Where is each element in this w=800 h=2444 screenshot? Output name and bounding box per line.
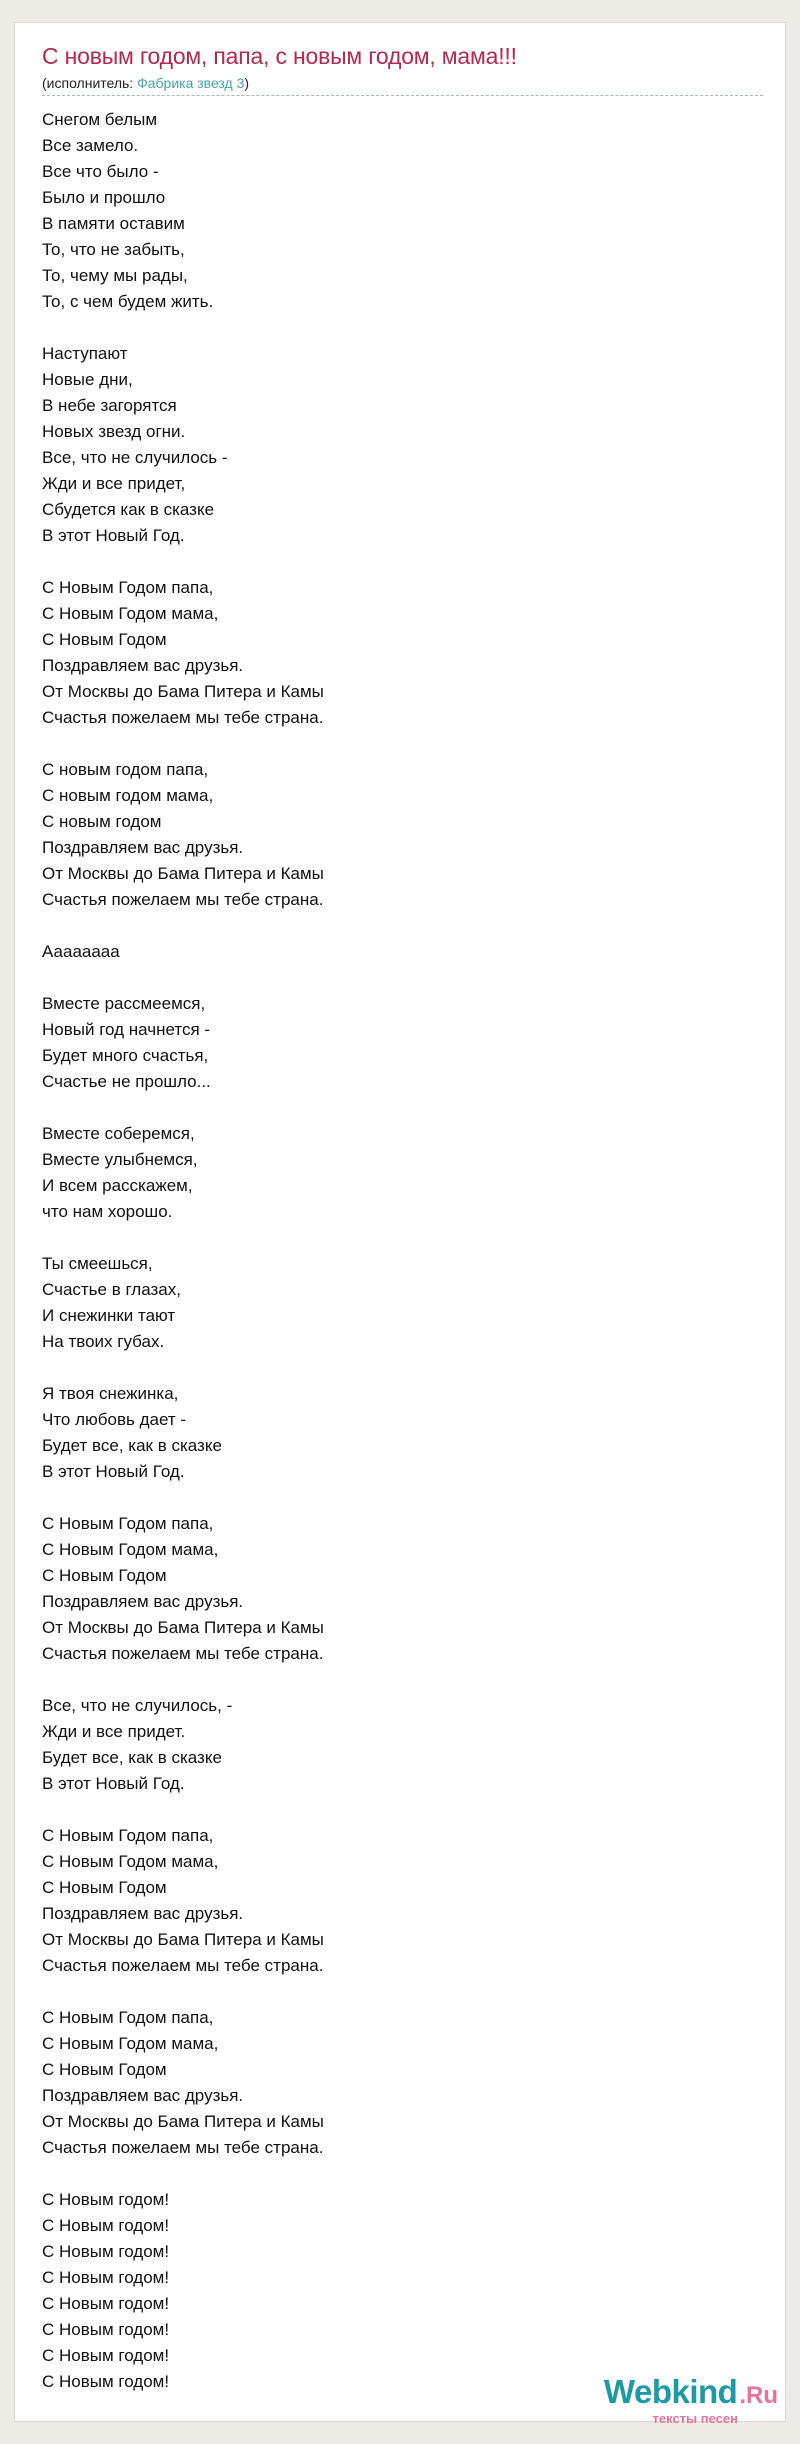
lyric-line: Счастья пожелаем мы тебе страна. [42,1956,324,1975]
logo-tagline: тексты песен [652,2411,738,2426]
lyric-line: И всем расскажем, [42,1176,193,1195]
lyric-line: От Москвы до Бама Питера и Камы [42,1618,324,1637]
logo-name: Webkind [603,2373,738,2410]
lyric-line: Жди и все придет, [42,474,186,493]
lyric-line: На твоих губах. [42,1332,165,1351]
lyric-line: что нам хорошо. [42,1202,173,1221]
lyric-line: С Новым годом! [42,2372,170,2391]
lyric-line: С Новым Годом [42,2060,167,2079]
lyric-line: С Новым Годом мама, [42,604,219,623]
stanza [42,757,324,913]
lyrics-text [42,107,324,2421]
stanza [42,107,324,315]
lyric-line: С Новым Годом [42,1878,167,1897]
lyric-line: Поздравляем вас друзья. [42,2086,244,2105]
stanza [42,2187,324,2395]
lyric-line: И снежинки тают [42,1306,176,1325]
lyric-line: С Новым годом! [42,2320,170,2339]
lyric-line: Новые дни, [42,370,133,389]
lyric-line: Все замело. [42,136,139,155]
song-title: С новым годом, папа, с новым годом, мама!!! [42,43,517,69]
lyric-line: В этот Новый Год. [42,526,185,545]
lyric-line: С Новым Годом папа, [42,578,214,597]
webkind-logo[interactable] [603,2373,778,2426]
lyric-line: В этот Новый Год. [42,1774,185,1793]
artist-link[interactable]: Фабрика звезд 3 [137,75,245,91]
lyric-line: Все, что не случилось - [42,448,228,467]
lyric-line: Все что было - [42,162,159,181]
lyric-line: С Новым годом! [42,2190,170,2209]
lyric-line: Наступают [42,344,128,363]
lyric-line: С Новым Годом [42,630,167,649]
stanza [42,991,324,1095]
lyric-line: С Новым Годом папа, [42,1826,214,1845]
lyric-line: То, с чем будем жить. [42,292,214,311]
artist-line [42,75,249,91]
stanza [42,1693,324,1797]
logo-wordmark [603,2373,778,2412]
lyric-line: Вместе рассмеемся, [42,994,206,1013]
lyric-line: С новым годом папа, [42,760,209,779]
lyric-line: С Новым Годом мама, [42,2034,219,2053]
lyric-line: С Новым годом! [42,2346,170,2365]
lyric-line: Новый год начнется - [42,1020,211,1039]
stanza [42,1823,324,1979]
lyric-line: С Новым Годом мама, [42,1540,219,1559]
lyric-line: Жди и все придет. [42,1722,186,1741]
lyric-line: С Новым Годом папа, [42,2008,214,2027]
lyric-line: Аааааааа [42,942,120,961]
lyric-line: Поздравляем вас друзья. [42,1904,244,1923]
divider [42,95,763,96]
lyric-line: Счастья пожелаем мы тебе страна. [42,708,324,727]
lyric-line: Счастья пожелаем мы тебе страна. [42,2138,324,2157]
artist-suffix: ) [244,75,250,91]
lyric-line: От Москвы до Бама Питера и Камы [42,1930,324,1949]
stanza [42,341,324,549]
lyric-line: Что любовь дает - [42,1410,187,1429]
stanza [42,1121,324,1225]
lyric-line: От Москвы до Бама Питера и Камы [42,682,324,701]
lyric-line: С Новым годом! [42,2216,170,2235]
lyric-line: С Новым годом! [42,2294,170,2313]
lyric-line: Счастья пожелаем мы тебе страна. [42,1644,324,1663]
logo-tld: .Ru [739,2382,778,2409]
lyric-line: Счастье в глазах, [42,1280,181,1299]
lyric-line: С Новым годом! [42,2242,170,2261]
lyric-line: То, чему мы рады, [42,266,188,285]
lyric-line: Будет все, как в сказке [42,1748,222,1767]
lyric-line: С новым годом мама, [42,786,214,805]
stanza [42,1511,324,1667]
lyric-line: Счастья пожелаем мы тебе страна. [42,890,324,909]
lyric-line: В небе загорятся [42,396,177,415]
lyric-line: В памяти оставим [42,214,185,233]
lyric-line: С Новым годом! [42,2268,170,2287]
stanza [42,1251,324,1355]
lyric-line: От Москвы до Бама Питера и Камы [42,864,324,883]
stanza [42,1381,324,1485]
lyric-line: Новых звезд огни. [42,422,186,441]
lyric-line: Счастье не прошло... [42,1072,211,1091]
lyric-line: С новым годом [42,812,162,831]
lyric-line: Поздравляем вас друзья. [42,838,244,857]
artist-prefix: (исполнитель: [42,75,138,91]
stanza [42,939,324,965]
lyric-line: Все, что не случилось, - [42,1696,233,1715]
lyric-line: Поздравляем вас друзья. [42,656,244,675]
stanza [42,2005,324,2161]
lyric-line: Вместе соберемся, [42,1124,195,1143]
lyric-line: С Новым Годом [42,1566,167,1585]
lyric-line: В этот Новый Год. [42,1462,185,1481]
lyric-line: Я твоя снежинка, [42,1384,179,1403]
lyrics-panel [14,22,786,2422]
stanza [42,575,324,731]
lyric-line: Будет много счастья, [42,1046,209,1065]
lyric-line: Будет все, как в сказке [42,1436,222,1455]
lyric-line: Было и прошло [42,188,166,207]
lyric-line: Сбудется как в сказке [42,500,215,519]
lyric-line: Ты смеешься, [42,1254,153,1273]
lyric-line: Снегом белым [42,110,158,129]
lyric-line: С Новым Годом папа, [42,1514,214,1533]
lyric-line: Поздравляем вас друзья. [42,1592,244,1611]
lyric-line: Вместе улыбнемся, [42,1150,198,1169]
lyric-line: От Москвы до Бама Питера и Камы [42,2112,324,2131]
lyric-line: То, что не забыть, [42,240,185,259]
lyric-line: С Новым Годом мама, [42,1852,219,1871]
